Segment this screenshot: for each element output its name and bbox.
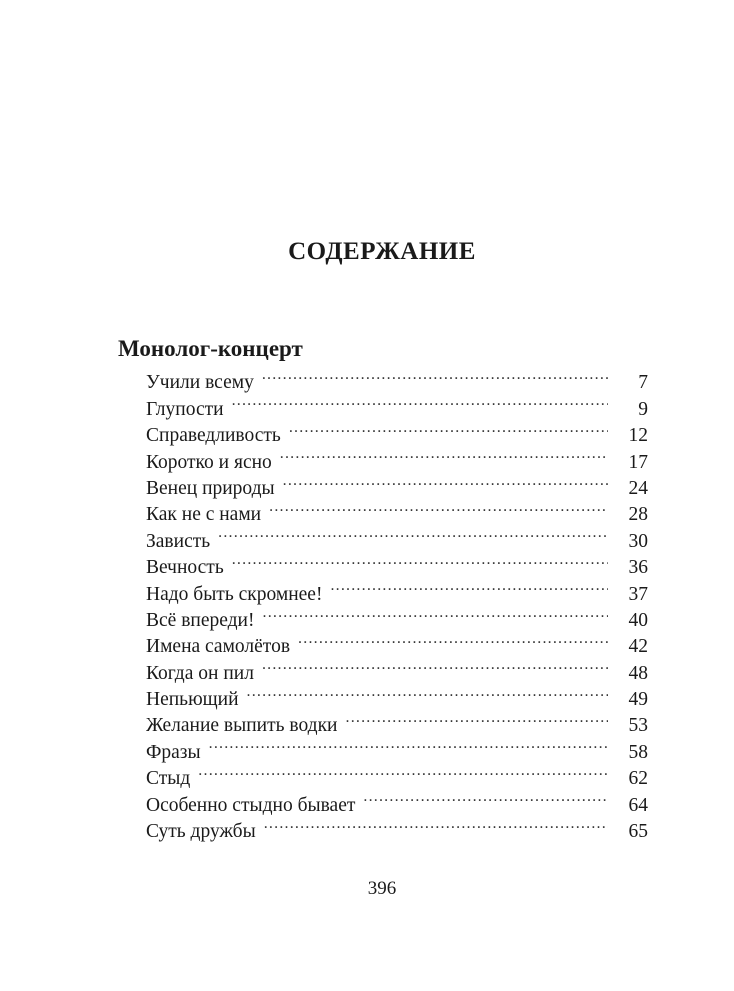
- toc-entry: [146, 547, 648, 579]
- toc-entry-title: Зависть: [146, 530, 211, 552]
- toc-entry-page: 40: [628, 609, 648, 631]
- toc-entry: [146, 731, 648, 763]
- toc-entry-title: Венец природы: [146, 477, 275, 499]
- dot-leader: [269, 494, 608, 520]
- toc-list: [146, 362, 648, 843]
- toc-entry-title: Глупости: [146, 398, 224, 420]
- dot-leader: [363, 784, 608, 810]
- dot-leader: [232, 388, 608, 414]
- dot-leader: [247, 679, 608, 705]
- toc-entry-page: 12: [628, 425, 648, 447]
- toc-entry-title: Коротко и ясно: [146, 451, 272, 473]
- toc-entry-page: 9: [638, 398, 648, 420]
- dot-leader: [280, 441, 608, 467]
- toc-entry-page: 7: [638, 372, 648, 394]
- dot-leader: [263, 600, 609, 626]
- toc-entry: [146, 362, 648, 394]
- toc-entry-title: Надо быть скромнее!: [146, 583, 323, 605]
- dot-leader: [346, 705, 609, 731]
- dot-leader: [283, 468, 608, 494]
- dot-leader: [298, 626, 608, 652]
- toc-entry-page: 17: [628, 451, 648, 473]
- toc-entry-title: Вечность: [146, 557, 224, 579]
- toc-entry-page: 37: [628, 583, 648, 605]
- toc-entry-page: 53: [628, 715, 648, 737]
- dot-leader: [198, 758, 608, 784]
- dot-leader: [218, 520, 608, 546]
- toc-entry-page: 62: [628, 768, 648, 790]
- dot-leader: [209, 731, 608, 757]
- page-title: СОДЕРЖАНИЕ: [288, 238, 476, 265]
- toc-entry-page: 30: [628, 530, 648, 552]
- toc-entry-title: Учили всему: [146, 372, 254, 394]
- toc-entry-title: Всё впереди!: [146, 609, 255, 631]
- toc-entry-page: 24: [628, 477, 648, 499]
- toc-entry: [146, 758, 648, 790]
- toc-entry: [146, 520, 648, 552]
- toc-entry-page: 65: [628, 821, 648, 843]
- dot-leader: [232, 547, 608, 573]
- toc-entry-title: Когда он пил: [146, 662, 254, 684]
- toc-entry-title: Фразы: [146, 741, 201, 763]
- dot-leader: [289, 415, 608, 441]
- toc-entry-title: Желание выпить водки: [146, 715, 338, 737]
- toc-entry-page: 58: [628, 741, 648, 763]
- dot-leader: [264, 811, 608, 837]
- toc-entry-title: Особенно стыдно бывает: [146, 794, 356, 816]
- toc-entry-title: Непьющий: [146, 689, 239, 711]
- toc-entry-title: Имена самолётов: [146, 636, 291, 658]
- toc-entry-page: 64: [628, 794, 648, 816]
- toc-entry-page: 49: [628, 689, 648, 711]
- page-number: 396: [367, 878, 397, 899]
- toc-entry-page: 48: [628, 662, 648, 684]
- toc-entry-title: Суть дружбы: [146, 821, 256, 843]
- dot-leader: [262, 362, 608, 388]
- toc-entry-title: Как не с нами: [146, 504, 262, 526]
- toc-entry-title: Справедливость: [146, 425, 281, 447]
- toc-entry-title: Стыд: [146, 768, 191, 790]
- section-heading: Монолог-концерт: [118, 336, 303, 361]
- dot-leader: [262, 652, 608, 678]
- toc-entry-page: 28: [628, 504, 648, 526]
- toc-entry-page: 42: [628, 636, 648, 658]
- dot-leader: [330, 573, 608, 599]
- toc-entry-page: 36: [628, 557, 648, 579]
- toc-entry: [146, 784, 648, 816]
